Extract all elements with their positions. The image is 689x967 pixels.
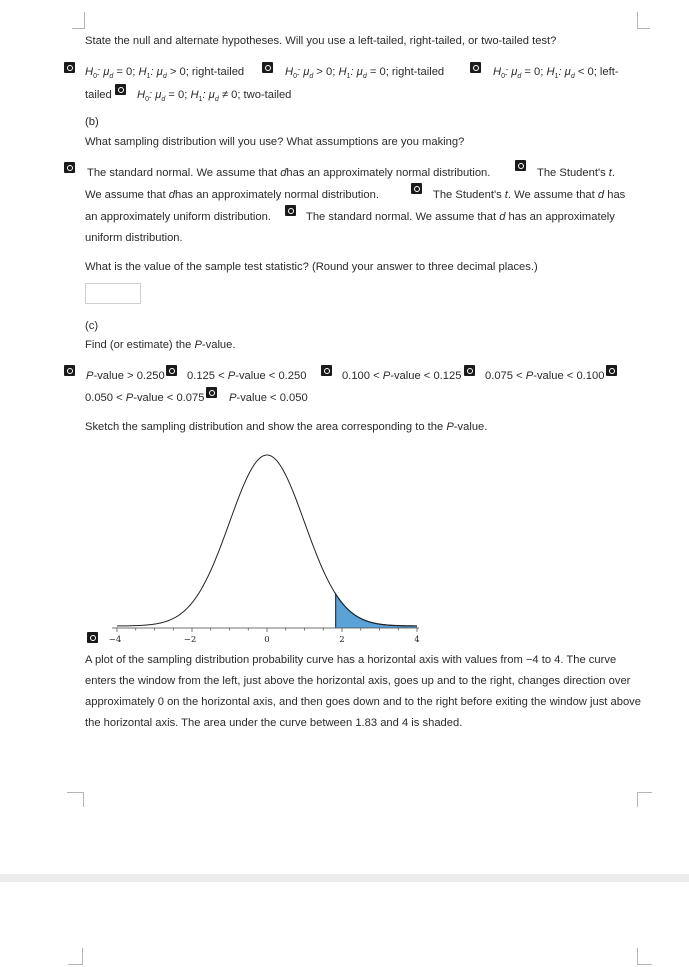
distribution-option-3-continued: an approximately uniform distribution. <box>85 211 271 223</box>
distribution-option-2-radio[interactable] <box>515 160 526 171</box>
x-tick-label: 2 <box>339 635 345 645</box>
p-value-option-4-radio[interactable] <box>464 365 475 376</box>
hypothesis-option-2[interactable]: $H_0$: $\mu_d > 0$; $H_1$: $\mu_d = 0$; right-tailed <box>285 66 445 81</box>
page-separator <box>0 874 689 882</box>
distribution-question: What sampling distribution will you use? What assumptions are you making? <box>85 136 465 148</box>
x-tick-label: 0 <box>264 635 270 645</box>
hypothesis-option-1-radio[interactable] <box>64 62 75 73</box>
p-value-option-4[interactable]: 0.075 < P-value < 0.100 <box>485 370 605 382</box>
p-value-option-2-radio[interactable] <box>166 365 177 376</box>
p-value-option-6-radio[interactable] <box>206 387 217 398</box>
part-c-label: (c) <box>85 320 99 332</box>
hypothesis-option-4-radio[interactable] <box>115 84 126 95</box>
p-value-option-3[interactable]: 0.100 < P-value < 0.125 <box>342 370 462 382</box>
x-tick-label: −4 <box>108 635 122 645</box>
crop-mark-top-right <box>637 12 650 29</box>
p-value-option-3-radio[interactable] <box>321 365 332 376</box>
x-axis-ticks <box>109 628 420 645</box>
distribution-option-2-continued: We assume that dhas an approximately normal distribution. <box>85 189 379 201</box>
crop-mark-top-left <box>72 12 85 29</box>
hypothesis-option-3-radio[interactable] <box>470 62 481 73</box>
crop-mark-mid-right <box>637 792 652 807</box>
distribution-option-4-radio[interactable] <box>285 205 296 216</box>
distribution-option-1-radio[interactable] <box>64 162 75 173</box>
part-b-label: (b) <box>85 116 99 128</box>
hypothesis-option-2-radio[interactable] <box>262 62 273 73</box>
p-value-option-6[interactable]: P-value < 0.050 <box>229 392 308 404</box>
p-value-option-5[interactable]: 0.050 < P-value < 0.075 <box>85 392 205 404</box>
sketch-option-radio[interactable] <box>87 632 98 643</box>
test-statistic-input[interactable] <box>85 283 141 304</box>
test-statistic-question: What is the value of the sample test statistic? (Round your answer to three decimal places.) <box>85 261 538 273</box>
p-value-option-2[interactable]: 0.125 < P-value < 0.250 <box>187 370 307 382</box>
hypothesis-option-3[interactable]: $H_0$: $\mu_d = 0$; $H_1$: $\mu_d < 0$; left- <box>493 66 619 81</box>
x-tick-label: 4 <box>414 635 420 645</box>
hypothesis-option-4[interactable]: $H_0$: $\mu_d = 0$; $H_1$: $\mu_d \ne 0$; two-tailed <box>137 89 292 104</box>
sampling-distribution-chart <box>100 445 440 650</box>
density-curve <box>117 455 417 626</box>
distribution-option-4-continued: uniform distribution. <box>85 232 183 244</box>
crop-mark-mid-left <box>67 792 84 807</box>
p-value-shaded-area <box>336 594 417 628</box>
hypotheses-question: State the null and alternate hypotheses. Will you use a left-tailed, right-tailed, or two-tailed test? <box>85 35 557 47</box>
crop-mark-bottom-right <box>637 948 652 965</box>
distribution-option-1[interactable]: The standard normal. We assume that dhas an approximately normal distribution. <box>87 167 491 179</box>
x-tick-label: −2 <box>183 635 197 645</box>
p-value-option-5-radio[interactable] <box>606 365 617 376</box>
hypothesis-option-1[interactable]: $H_0$: $\mu_d = 0$; $H_1$: $\mu_d > 0$; right-tailed <box>85 66 245 81</box>
distribution-option-3-radio[interactable] <box>411 183 422 194</box>
p-value-option-1-radio[interactable] <box>64 365 75 376</box>
distribution-option-2[interactable]: The Student's t. <box>537 167 616 179</box>
p-value-question: Find (or estimate) the P-value. <box>85 339 236 351</box>
hypothesis-option-3-continued: tailed <box>85 89 112 101</box>
chart-description: A plot of the sampling distribution probability curve has a horizontal axis with values from −4 to 4. The curve enters the window from the left, just above the horizontal axis, goes up and to the right, changes direction over approximately 0 on the horizontal axis, and then goes down and to the right before exiting the window just above the horizontal axis. The area under the curve between 1.83 and 4 is shaded. <box>85 654 641 729</box>
crop-mark-bottom-left <box>68 948 83 965</box>
distribution-option-4[interactable]: The standard normal. We assume that d has an approximately <box>306 211 615 223</box>
distribution-option-3[interactable]: The Student's t. We assume that d has <box>433 189 626 201</box>
sketch-instruction: Sketch the sampling distribution and show the area corresponding to the P-value. <box>85 421 488 433</box>
p-value-option-1[interactable]: P-value > 0.250 <box>86 370 165 382</box>
